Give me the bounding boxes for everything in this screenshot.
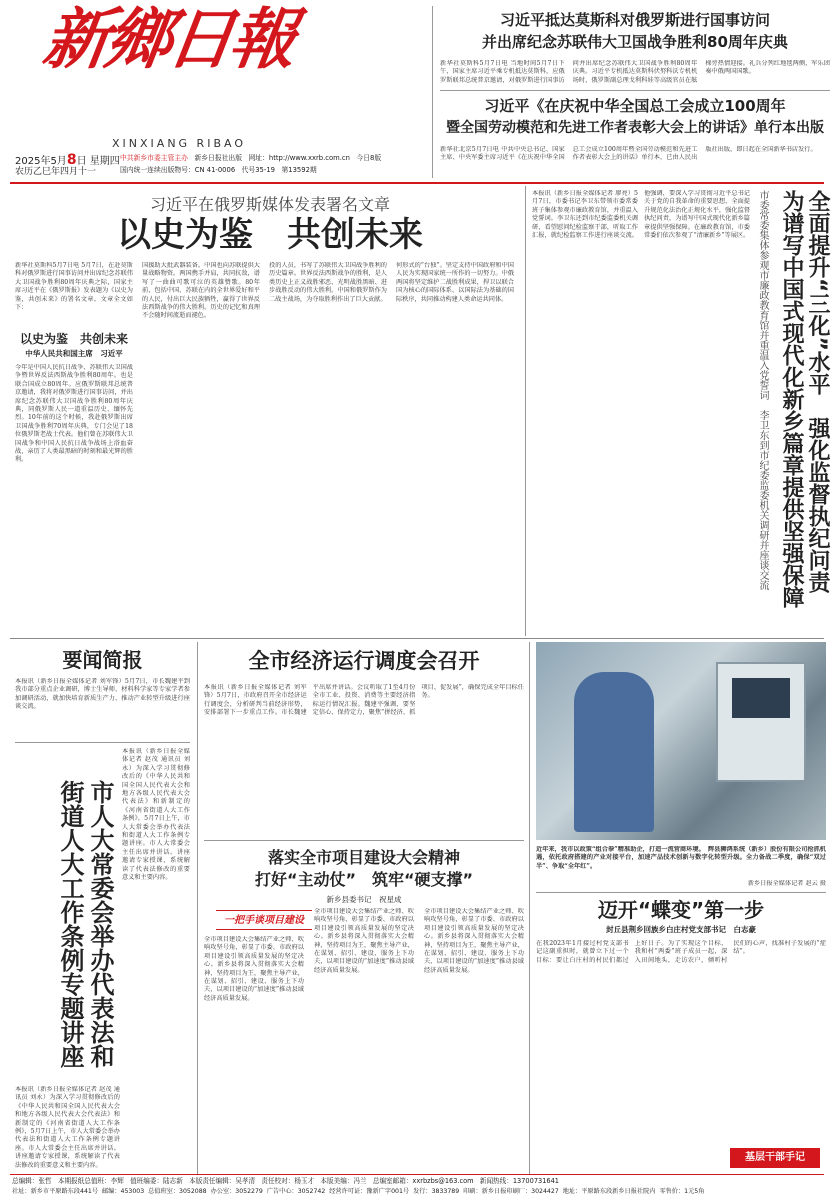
project-body-col1: 全市项目建设大会集结产业之师、吹响攻坚号角，彰显了市委、市政府以项目建设引领高质量发展的坚定决心。新乡县将深入贯彻落实大会精神，坚持项目为王，聚焦主导产业，在谋划、招引、建设、服务上下功夫，以项目建设的“加速度”推动县域经济高质量发展。 [204,936,304,1002]
date-day: 8 [66,152,77,168]
footer-item: 本版责任编辑：吴孝清 [189,1177,256,1185]
lunar-date: 农历乙巳年四月十一 [15,167,97,177]
top-story-2-headline-1[interactable]: 习近平《在庆祝中华全国总工会成立100周年 [484,97,786,115]
project-source: 新乡县委书记 祝星成 [326,895,402,904]
cn-code: 国内统一连续出版物号：CN 41-0006 [120,166,236,174]
right-story-subhead: 市委常委集体参观市廉政教育馆并重温入党誓词 李卫东到市纪委监委机关调研并座谈交流 [757,190,768,590]
footer-item: 责任校对：杨玉才 [261,1177,315,1185]
footer-item: 总编辑：张哲 [12,1177,52,1185]
lead-sub-byline: 中华人民共和国主席 习近平 [25,349,123,358]
footer-item: 经营许可证：豫新广字001号 [329,1188,410,1195]
photo-worker [574,672,654,832]
paper-name: 新乡日报社出版 [194,154,243,162]
news-photo[interactable] [536,642,826,840]
footer-line-2 [12,1187,824,1197]
footer-item: 邮编：453003 [102,1188,145,1195]
footer-item: 社址：新乡市平原路东段441号 [12,1188,99,1195]
left-story-headline-col2[interactable]: 街道人大工作条例专题讲座 [56,780,84,1068]
brief-title: 要闻简报 [62,648,143,672]
footer-item: 本期报纸总值班：李辉 [57,1177,124,1185]
village-headline[interactable]: 迈开“蝶变”第一步 [597,898,765,922]
right-story-headline-col2[interactable]: 为谱写中国式现代化新乡篇章提供坚强保障 [779,190,804,608]
lead-headline[interactable]: 以史为鉴 共创未来 [117,215,423,255]
footer-item: 新闻热线：13700731641 [479,1177,559,1185]
brief-body: 本报讯（新乡日报全媒体记者 刘军锋）5月7日，市长魏建平到我市部分重点企业调研，博士生导师、材料科学家等专家学者参加调研活动，就加快培育新质生产力、推动产业转型升级进行座谈交流。 [15,678,190,711]
base-cadre-badge: 基层干部手记 [730,1148,820,1168]
top-story-2-headline-2[interactable]: 暨全国劳动模范和先进工作者表彰大会上的讲话》单行本出版 [446,120,824,136]
project-series-badge: 一把手谈项目建设 [216,910,312,930]
lead-body-col1: 今年是中国人民抗日战争、苏联伟大卫国战争暨世界反法西斯战争胜利80周年。也是联合国成立80周年。应俄罗斯联邦总统普京邀请，我将对俄罗斯进行国事访问，并出席纪念苏联伟大卫国战争胜利80周年庆典，同俄罗斯人民一道重温历史、缅怀先烈。10年前的这个时候，我赴俄罗斯出席卫国战争胜利70周年庆典，专门会见了18位俄罗斯老战士代表。他们曾在苏联伟大卫国战争和中国人民抗日战争战场上浴血奋战，亲历了人类最黑暗的时刻和最光辉的胜利。 [15,364,133,464]
photo-screen [732,678,790,718]
left-story-headline-col1[interactable]: 市人大常委会举办代表法和 [86,780,114,1068]
footer-email[interactable]: 总编室邮箱：xxrbzbs@163.com [372,1177,474,1185]
footer-item: 印刷：新乡日报印刷厂：3024427 [463,1188,559,1195]
footer-line-1 [12,1176,824,1186]
masthead-pinyin: XINXIANG RIBAO [112,137,246,150]
lead-body-col2: 国援助大批武器装备。中国也向苏联提供大量战略物资。两国携手并肩，共同抗敌，谱写了一曲曲可歌可泣的英雄赞歌。80年前，包括中国、苏联在内的全世界爱好和平的人民，付出巨大民族牺牲，赢得了世界反法西斯战争的伟大胜利。历史的记忆和真理不会随时间流逝而褪色。 [142,262,260,320]
lead-intro: 新华社莫斯科5月7日电 5月7日，在赴莫斯科对俄罗斯进行国事访问并出席纪念苏联伟大卫国战争胜利80周年庆典之际，国家主席习近平在《俄罗斯报》发表题为《以史为鉴，共创未来》的署名文章。文章全文如下： [15,262,133,312]
project-headline-2[interactable]: 打好“主动仗” 筑牢“硬支撑” [254,870,474,889]
economy-body: 本报讯（新乡日报全媒体记者 刘军锋）5月7日，市政府召开全市经济运行调度会，分析研判当前经济形势，安排部署下一步重点工作。市长魏建平出席并讲话。会议听取了1至4月份全市工业、投资、消费等主要经济指标运行情况汇报。魏建平强调，要坚定信心、保持定力，聚焦“拼经济、抓项目、促发展”，确保完成全年目标任务。 [204,684,524,717]
footer-item: 本版美编：冯兰 [320,1177,367,1185]
serial-number: 第13592期 [281,166,317,174]
post-code: 代号35-19 [241,166,275,174]
top-story-1-body: 新华社莫斯科5月7日电 当地时间5月7日下午，国家主席习近平乘专机抵达莫斯科，应俄罗斯联邦总统普京邀请，对俄罗斯进行国事访问并出席纪念苏联伟大卫国战争胜利80周年庆典。习近平专机抵达莫斯科伏努科沃专机机场时，俄罗斯副总理戈利科娃等高级官员在舷梯旁热情迎接。礼兵分列红地毯两侧，军乐团奏中俄两国国歌。 [440,60,830,84]
footer-item: 发行：3833789 [413,1188,460,1195]
village-subhead: 封丘县荆乡回族乡白庄村党支部书记 白志豪 [606,925,756,934]
footer-item: 值班编委：陆志新 [130,1177,183,1185]
lead-body-col3: 投的人员，书写了苏联伟大卫国战争胜利的历史篇章。世界反法西斯战争的胜利，是人类历史上正义战胜邪恶、光明战胜黑暗、进步战胜反动的伟大胜利。中国和俄罗斯作为二战主战场，为夺取胜利作出了巨大贡献。 [269,262,387,303]
village-body: 在我2023年1月接过村党支部书记这副重担时，就曾立下过一个目标：要让白庄村的村民们都过上好日子。为了实现这个目标，我和村“两委”班子成员一起，深入田间地头，走访农户，倾听村民们的心声，找准村子发展的“症结”。 [536,940,826,964]
top-story-1-headline-1[interactable]: 习近平抵达莫斯科对俄罗斯进行国事访问 [499,11,770,29]
project-body-col2: 全市项目建设大会集结产业之师、吹响攻坚号角，彰显了市委、市政府以项目建设引领高质量发展的坚定决心。新乡县将深入贯彻落实大会精神，坚持项目为王，聚焦主导产业，在谋划、招引、建设、服务上下功夫，以项目建设的“加速度”推动县域经济高质量发展。 [314,908,414,974]
masthead-logo: 新鄉日報 [38,0,298,78]
footer-item: 零售价：1元5角 [659,1188,705,1195]
masthead-info-row2 [120,166,317,175]
footer-item: 广告中心：3052742 [266,1188,326,1195]
page-count: 今日8版 [356,154,382,162]
publisher: 中共新乡市委主管主办 [120,154,188,162]
footer-item: 总值班室：3052088 [148,1188,207,1195]
photo-caption: 近年来，我市以政策“组合拳”精准助企，打造一流营商环境。 辉县狮鸿系统（新乡）股份有限公司抢抓机遇，依托政府搭建的产业对接平台，加速产品技术创新与数字化转型升级。全力备战二季度，确保“双过半”、争取“全年红”。 [536,846,826,870]
lead-body-col4: 何形式的“台独”。坚定支持中国政府和中国人民为实现国家统一所作的一切努力。中俄两国将坚定维护二战胜利成果，捍卫以联合国为核心的国际体系、以国际法为基础的国际秩序，共同推动构建人类命运共同体。 [396,262,514,303]
photo-credit: 新乡日报全媒体记者 赵云 摄 [747,880,826,887]
project-body-col3: 全市项目建设大会集结产业之师、吹响攻坚号角，彰显了市委、市政府以项目建设引领高质量发展的坚定决心。新乡县将深入贯彻落实大会精神，坚持项目为王，聚焦主导产业，在谋划、招引、建设、服务上下功夫，以项目建设的“加速度”推动县域经济高质量发展。 [424,908,524,974]
lead-sub-title: 以史为鉴 共创未来 [19,332,128,346]
footer-item: 办公室：3052279 [210,1188,263,1195]
lead-kicker: 习近平在俄罗斯媒体发表署名文章 [149,195,390,214]
project-headline-1[interactable]: 落实全市项目建设大会精神 [267,848,460,867]
right-story-headline-col1[interactable]: 全面提升“三化”水平 强化监督执纪问责 [805,190,830,593]
economy-headline[interactable]: 全市经济运行调度会召开 [248,649,480,673]
left-story-body-bottom: 本报讯（新乡日报全媒体记者 赵茂 通讯员 刘永）为深入学习贯彻修改后的《中华人民共和国全国人民代表大会和地方各级人民代表大会代表法》和新制定的《河南省街道人大工作条例》，5月7日上午，市人大常委会举办代表法和街道人大工作条例专题讲座。市人大常委会主任出席并讲话。讲座邀请专家授课，系统解读了代表法修改的重要意义和主要内容。 [15,1086,120,1168]
footer-item: 地址：平原路东段新乡日报社院内 [562,1188,656,1195]
date-suffix: 日 星期四 [76,156,120,167]
top-story-1-headline-2[interactable]: 并出席纪念苏联伟大卫国战争胜利80周年庆典 [482,33,788,51]
masthead-info-row1 [120,154,381,163]
top-story-2-body: 新华社北京5月7日电 中共中央总书记、国家主席、中央军委主席习近平《在庆祝中华全国总工会成立100周年暨全国劳动模范和先进工作者表彰大会上的讲话》单行本，已由人民出版社出版，即日起在全国新华书店发行。 [440,146,817,162]
website[interactable]: 网址：http://www.xxrb.com.cn [248,154,350,162]
right-story-body: 本报讯（新乡日报全媒体记者 廖亮）5月7日，市委书记李卫东带领市委常委班子集体参观市廉政教育馆，并重温入党誓词。李卫东还到市纪委监委机关调研，看望慰问纪检监察干部，听取工作汇报，就纪检监察工作进行座谈交流。他强调，要深入学习贯彻习近平总书记关于党的自我革命的重要思想，全面提升规范化法治化正规化水平，强化监督执纪问责，为谱写中国式现代化新乡篇章提供坚强保障。在廉政教育馆，市委常委们依次参观了“清廉新乡”等展区。 [532,190,750,240]
masthead-date [15,152,120,168]
left-story-body: 本报讯（新乡日报全媒体记者 赵茂 通讯员 刘永）为深入学习贯彻修改后的《中华人民共和国全国人民代表大会和地方各级人民代表大会代表法》和新制定的《河南省街道人大工作条例》，5月7日上午，市人大常委会举办代表法和街道人大工作条例专题讲座。市人大常委会主任出席并讲话。讲座邀请专家授课，系统解读了代表法修改的重要意义和主要内容。 [122,748,190,882]
date-year: 2025年5月 [15,156,67,167]
